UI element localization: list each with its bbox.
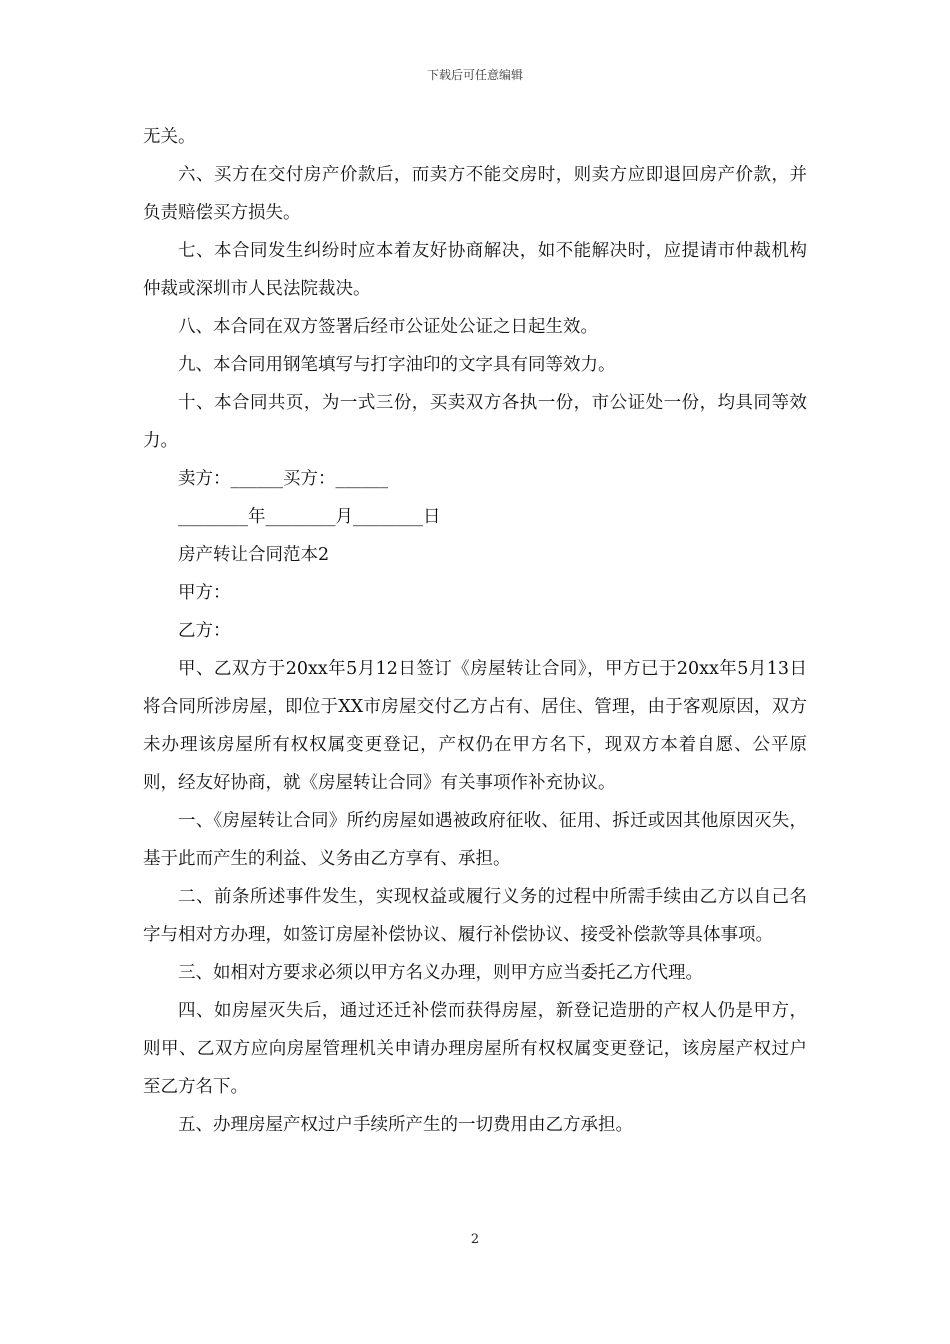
party-b-line: 乙方：	[178, 621, 231, 641]
clause-nine: 九、本合同用钢笔填写与打字油印的文字具有同等效力。	[178, 355, 616, 375]
document-body	[143, 118, 807, 1144]
clause-two: 二、前条所述事件发生，实现权益或履行义务的过程中所需手续由乙方以自己名字与相对方办理，如签订房屋补偿协议、履行补偿协议、接受补偿款等具体事项。	[143, 887, 807, 945]
section-title: 房产转让合同范本2	[178, 545, 330, 565]
party-a-line: 甲方：	[178, 583, 231, 603]
clause-three: 三、如相对方要求必须以甲方名义办理，则甲方应当委托乙方代理。	[178, 963, 703, 983]
clause-eight: 八、本合同在双方签署后经市公证处公证之日起生效。	[178, 317, 598, 337]
clause-one: 一、《房屋转让合同》所约房屋如遇被政府征收、征用、拆迁或因其他原因灭失，基于此而产生的利益、义务由乙方享有、承担。	[143, 811, 807, 869]
signature-line: 卖方：______买方：______	[178, 469, 388, 489]
date-line: ________年________月________日	[178, 507, 441, 527]
clause-four: 四、如房屋灭失后，通过还迁补偿而获得房屋，新登记造册的产权人仍是甲方，则甲、乙双方应向房屋管理机关申请办理房屋所有权权属变更登记，该房屋产权过户至乙方名下。	[143, 1001, 807, 1097]
clause-five: 五、办理房屋产权过户手续所产生的一切费用由乙方承担。	[178, 1115, 633, 1135]
paragraph-continuation: 无关。	[143, 127, 196, 147]
clause-six: 六、买方在交付房产价款后，而卖方不能交房时，则卖方应即退回房产价款，并负责赔偿买方损失。	[143, 165, 807, 223]
page-number: 2	[470, 1232, 480, 1247]
preamble-paragraph: 甲、乙双方于20xx年5月12日签订《房屋转让合同》，甲方已于20xx年5月13日将合同所涉房屋，即位于XX市房屋交付乙方占有、居住、管理，由于客观原因，双方未办理该房屋所有权权属变更登记，产权仍在甲方名下，现双方本着自愿、公平原则，经友好协商，就《房屋转让合同》有关事项作补充协议。	[143, 659, 807, 793]
clause-seven: 七、本合同发生纠纷时应本着友好协商解决，如不能解决时，应提请市仲裁机构仲裁或深圳市人民法院裁决。	[143, 241, 807, 299]
page-header: 下载后可任意编辑	[426, 68, 523, 82]
clause-ten: 十、本合同共页，为一式三份，买卖双方各执一份，市公证处一份，均具同等效力。	[143, 393, 807, 451]
